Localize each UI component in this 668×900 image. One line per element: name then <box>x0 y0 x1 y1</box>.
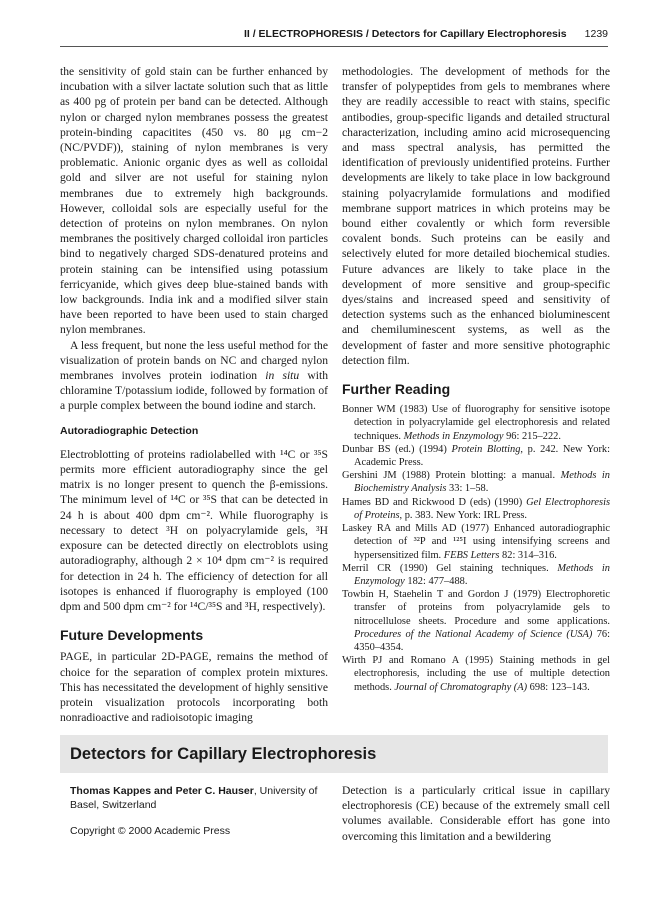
reference-source: Protein Blotting <box>451 443 521 455</box>
text-run: A less frequent, but none the less useful method for the visualization of protein bands on NC and charged nylon membranes involves protein iodination <box>60 338 328 383</box>
reference-source: Procedures of the National Academy of Science (USA) <box>354 628 593 640</box>
reference-item <box>342 469 610 495</box>
author-block <box>70 784 332 812</box>
reference-item <box>342 588 610 654</box>
reference-item <box>342 403 610 443</box>
reference-citation: 182: 477–488. <box>404 575 468 587</box>
reference-source: Journal of Chromatography (A) <box>394 681 528 693</box>
reference-source: Methods in Biochemistry Analysis <box>354 470 611 495</box>
paragraph-methodologies: methodologies. The development of methods for the transfer of polypeptides from gels to membranes where they are readily accessible to react with stains, specific antibodies, group-specific ligands and detailed structural characterization, including amino acid microsequencing and mass spectral analysis, has permitted the identification of previously unidentified proteins. Further developments are likely to take place in low background staining polyacrylamide formulations and modified membrane support matrices in which proteins may be bound either covalently or which form reversible covalent bonds. Such proteins can be easily and selectively eluted for more detailed biochemical studies. Future advances are likely to take place in the development of more sensitive and group-specific dyes/stains and increased speed and sensitivity of detection systems such as the enhanced bioluminescent and chemiluminescent systems, as well as the development of faster and more sensitive photographic detection film. <box>342 65 610 367</box>
left-column <box>60 64 328 725</box>
text-run: with chloramine T/potassium iodide, followed by formation of a purple complex between the bound iodine and starch. <box>60 369 328 413</box>
page-number: 1239 <box>584 28 608 40</box>
paragraph-future: PAGE, in particular 2D-PAGE, remains the method of choice for the separation of complex protein mixtures. This has necessitated the development of highly sensitive protein visualization protocols incorporating both nonradioactive and radioisotopic imaging <box>60 650 328 725</box>
reference-text: Dunbar BS (ed.) (1994) <box>342 443 452 455</box>
author-names: Thomas Kappes and Peter C. Hauser <box>70 785 254 797</box>
heading-further-reading: Further Reading <box>342 381 451 398</box>
paragraph-iodination <box>60 338 328 414</box>
reference-text: Gershini JM (1988) Protein blotting: a manual. <box>342 470 561 482</box>
header-title: II / ELECTROPHORESIS / Detectors for Capillary Electrophoresis <box>243 28 567 40</box>
reference-source: Methods in Enzymology <box>354 562 610 587</box>
reference-text: Merril CR (1990) Gel staining techniques. <box>342 562 558 574</box>
subheading-autoradiographic: Autoradiographic Detection <box>60 424 199 437</box>
reference-text: Hames BD and Rickwood D (eds) (1990) <box>342 496 527 508</box>
emphasis: in situ <box>265 369 300 383</box>
reference-item <box>342 562 610 588</box>
reference-source: Gel Electrophoresis of Proteins <box>354 496 610 521</box>
article-title-banner: Detectors for Capillary Electrophoresis <box>60 735 608 773</box>
reference-item <box>342 443 610 469</box>
copyright-line: Copyright © 2000 Academic Press <box>70 825 231 837</box>
reference-item <box>342 496 610 522</box>
reference-citation: 96: 215–222. <box>503 430 561 442</box>
reference-text: Laskey RA and Mills AD (1977) Enhanced autoradiographic detection of ³²P and ¹²⁵I using intensifying screens and hypersensitized film. <box>342 523 610 561</box>
article-intro: Detection is a particularly critical issue in capillary electrophoresis (CE) because of the extremely small cell volumes available. Considerable effort has gone into overcoming this limitation and a bewildering <box>342 784 610 843</box>
heading-future-developments: Future Developments <box>60 627 204 644</box>
reference-text: Towbin H, Staehelin T and Gordon J (1979) Electrophoretic transfer of proteins from polyacrylamide gels to nitrocellulose sheets. Procedure and some applications. <box>342 589 610 627</box>
reference-source: FEBS Letters <box>443 549 500 561</box>
reference-citation: 33: 1–58. <box>446 483 489 495</box>
right-column <box>342 64 610 694</box>
reference-citation: 698: 123–143. <box>527 681 590 693</box>
paragraph-autoradiography: Electroblotting of proteins radiolabelled with ¹⁴C or ³⁵S permits more efficient autoradiography since the gel matrix is no longer present to quench the β-emissions. The minimum level of ¹⁴C or ³⁵S that can be detected in 24 h is about 400 dpm cm⁻². While fluorography is necessary to detect ³H on polyacrylamide gels, ³H exposure can be detected directly on electroblots using autoradiography, although 2 × 10⁴ dpm cm⁻² is required for detection in 24 h. The efficiency of detection for all isotopes is enhanced if fluorography is employed (100 dpm and 500 dpm cm⁻² for ¹⁴C/³⁵S and ³H, respectively). <box>60 447 328 613</box>
author-affiliation: , University of Basel, Switzerland <box>70 785 318 811</box>
reference-item <box>342 522 610 562</box>
reference-item <box>342 654 610 694</box>
reference-list <box>342 403 610 693</box>
reference-citation: 76: 4350–4354. <box>354 628 610 653</box>
reference-citation: , p. 242. New York: Academic Press. <box>354 443 610 469</box>
reference-citation: , p. 383. New York: IRL Press. <box>399 509 527 521</box>
reference-source: Methods in Enzymology <box>403 430 504 442</box>
reference-text: Wirth PJ and Romano A (1995) Staining methods in gel electrophoresis, including the use of multiple detection methods. <box>342 655 610 693</box>
reference-text: Bonner WM (1983) Use of fluorography for sensitive isotope detection in polyacrylamide gel electrophoresis and related techniques. <box>342 404 610 442</box>
running-header <box>60 28 608 47</box>
reference-citation: 82: 314–316. <box>499 549 557 561</box>
paragraph-gold-stain: the sensitivity of gold stain can be further enhanced by incubation with a silver lactate solution such that as little as 400 pg of protein per band can be detected. Although nylon or charged nylon membranes possess the greatest protein-binding capacitites (450 vs. 80 μg cm−2 (NC/PVDF)), staining of nylon membranes is very problematic. Anionic organic dyes as well as colloidal gold and silver are not useful for staining nylon membranes due to extremely high backgrounds. However, colloidal sols are especially useful for the detection of proteins on nylon membranes. On nylon membranes the positively charged colloidal iron particles bind to negatively charged SDS-denatured proteins and protein staining can be intensified using potassium ferricyanide, which gives deep blue-stained bands with low backgrounds. India ink and a modified silver stain have been reported to have been used to stain charged nylon membranes. <box>60 65 328 337</box>
